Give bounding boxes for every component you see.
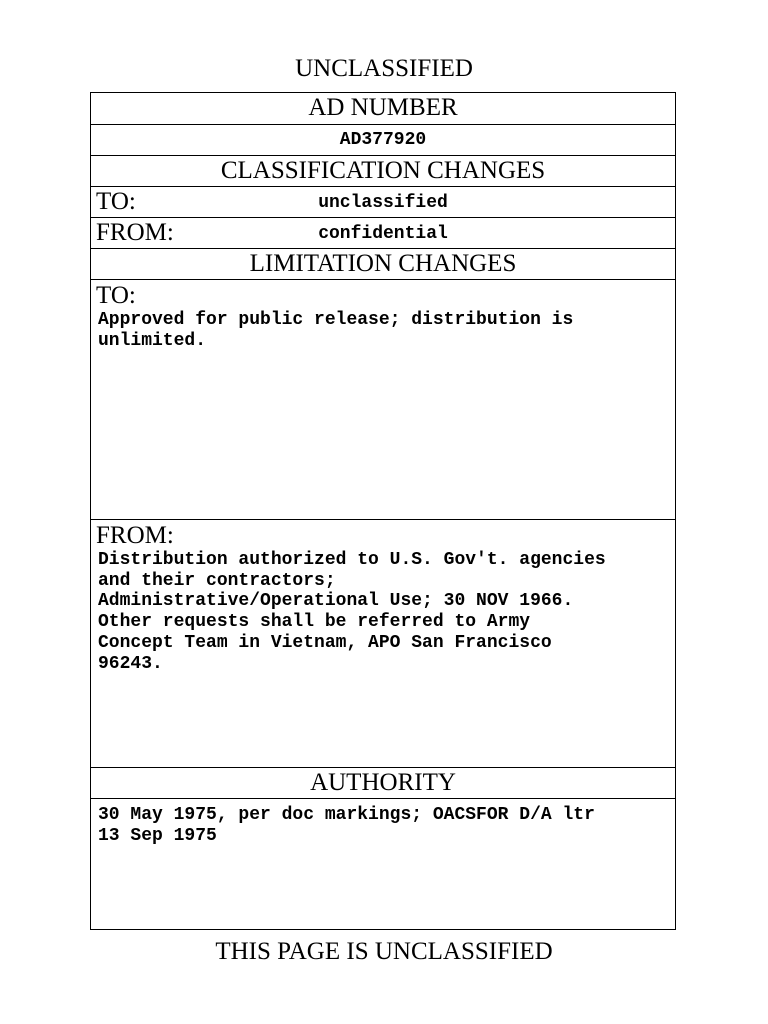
classification-to-row bbox=[91, 187, 675, 218]
ad-classification-form bbox=[90, 92, 676, 930]
limitation-to-block bbox=[91, 280, 675, 520]
classification-to-label: TO: bbox=[96, 188, 136, 215]
limitation-to-label: TO: bbox=[96, 282, 136, 309]
limitation-to-text: Approved for public release; distribution is unlimited. bbox=[98, 310, 574, 351]
limitation-from-text: Distribution authorized to U.S. Gov't. agencies and their contractors; Administrative/Operational Use; 30 NOV 1966. Other requests shall be referred to Army Concept Team in Vietnam, APO San Francisco 96243. bbox=[98, 550, 606, 674]
classification-to-value: unclassified bbox=[318, 193, 448, 213]
limitation-from-label: FROM: bbox=[96, 522, 174, 549]
authority-heading: AUTHORITY bbox=[91, 768, 675, 799]
limitation-changes-heading: LIMITATION CHANGES bbox=[91, 249, 675, 280]
classification-from-value: confidential bbox=[318, 224, 448, 244]
classification-from-row bbox=[91, 218, 675, 249]
authority-block bbox=[91, 799, 675, 929]
classification-changes-heading: CLASSIFICATION CHANGES bbox=[91, 156, 675, 187]
classification-marking-bottom: THIS PAGE IS UNCLASSIFIED bbox=[215, 938, 553, 965]
ad-number-heading: AD NUMBER bbox=[91, 93, 675, 125]
classification-from-label: FROM: bbox=[96, 219, 174, 246]
ad-number-value: AD377920 bbox=[91, 125, 675, 156]
classification-marking-top: UNCLASSIFIED bbox=[295, 55, 473, 82]
authority-text: 30 May 1975, per doc markings; OACSFOR D/A ltr 13 Sep 1975 bbox=[98, 805, 595, 846]
limitation-from-block bbox=[91, 520, 675, 768]
